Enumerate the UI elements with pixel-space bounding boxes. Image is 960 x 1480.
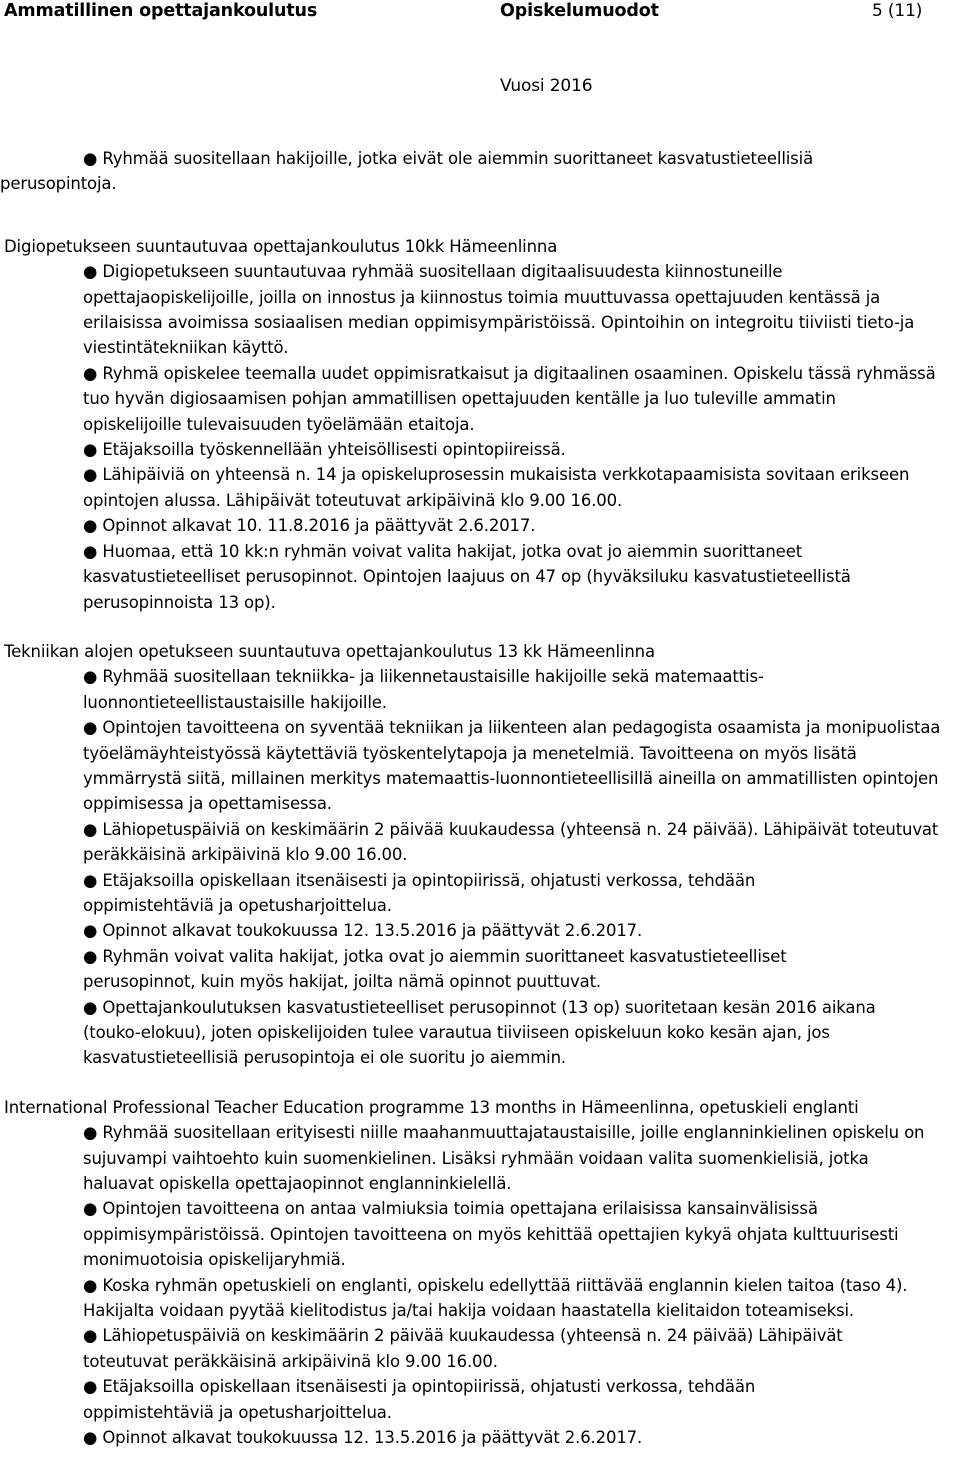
list-item: ● Opinnot alkavat toukokuussa 12. 13.5.2016 ja päättyvät 2.6.2017. (83, 1428, 643, 1448)
list-item: ● Lähiopetuspäiviä on keskimäärin 2 päivää kuukaudessa (yhteensä n. 24 päivää) Lähipäivät toteutuvat peräkkäisinä arkipäivinä klo 9.00 16.00. (83, 1326, 843, 1371)
bullet-list (0, 664, 960, 1071)
list-item: ● Opintojen tavoitteena on syventää tekniikan ja liikenteen alan pedagogista osaamista ja monipuolistaa työelämäyhteistyössä käytettäviä työskentelytapoja ja menetelmiä. Tavoitteena on myös lisätä ymmärrystä siitä, millainen merkitys matemaattis-luonnontieteellisillä aineilla on ammatillisten opintojen oppimisessa ja opettamisessa. (83, 718, 941, 814)
list-item: ● Etäjaksoilla työskennellään yhteisöllisesti opintopiireissä. (83, 440, 566, 460)
list-item: ● Opettajankoulutuksen kasvatustieteelliset perusopinnot (13 op) suoritetaan kesän 2016 aikana (touko-elokuu), joten opiskelijoiden tulee varautua tiiviiseen opiskeluun koko kesän ajan, jos kasvatustieteellisiä perusopintoja ei ole suoritu jo aiemmin. (83, 997, 876, 1068)
intro-line-1: ● Ryhmää suositellaan hakijoille, jotka eivät ole aiemmin suorittaneet kasvatustieteellisiä (83, 149, 814, 168)
intro-line-2: perusopintoja. (0, 174, 117, 194)
list-item: ● Opintojen tavoitteena on antaa valmiuksia toimia opettajana erilaisissa kansainvälisissä oppimisympäristöissä. Opintojen tavoitteena on myös kehittää opettajien kykyä ohjata kulttuurisesti monimuotoisia opiskelijaryhmiä. (83, 1199, 899, 1270)
bullet-list (0, 1120, 960, 1450)
section-heading: Tekniikan alojen opetukseen suuntautuva opettajankoulutus 13 kk Hämeenlinna (4, 641, 655, 661)
year-label: Vuosi 2016 (500, 76, 593, 96)
intro-list-item (0, 146, 960, 197)
page-number: 5 (11) (872, 1, 923, 21)
list-item: ● Ryhmä opiskelee teemalla uudet oppimisratkaisut ja digitaalinen osaaminen. Opiskelu tässä ryhmässä tuo hyvän digiosaamisen pohjan ammatillisen opettajuuden kentälle ja luo tuleville ammatin opiskelijoille tulevaisuuden työelämään etaitoja. (83, 363, 936, 434)
section-heading: Digiopetukseen suuntautuvaa opettajankoulutus 10kk Hämeenlinna (4, 236, 558, 256)
section-international (0, 1095, 960, 1451)
list-item: ● Digiopetukseen suuntautuvaa ryhmää suositellaan digitaalisuudesta kiinnostuneille opettajaopiskelijoille, joilla on innostus ja kiinnostus toimia muuttuvassa opettajuuden kentässä ja erilaisissa avoimissa sosiaalisen median oppimisympäristöissä. Opintoihin on integroitu tiiviisti tieto-ja viestintätekniikan käyttö. (83, 262, 915, 358)
list-item: ● Etäjaksoilla opiskellaan itsenäisesti ja opintopiirissä, ohjatusti verkossa, tehdään oppimistehtäviä ja opetusharjoittelua. (83, 1377, 756, 1422)
list-item: ● Lähiopetuspäiviä on keskimäärin 2 päivää kuukaudessa (yhteensä n. 24 päivää). Lähipäivät toteutuvat peräkkäisinä arkipäivinä klo 9.00 16.00. (83, 819, 939, 865)
list-item: ● Ryhmää suositellaan erityisesti niille maahanmuuttajataustaisille, joille englanninkielinen opiskelu on sujuvampi vaihtoehto kuin suomenkielinen. Lisäksi ryhmään voidaan valita suomenkielisiä, jotka haluavat opiskella opettajaopinnot englanninkielellä. (83, 1123, 925, 1194)
list-item: ● Lähipäiviä on yhteensä n. 14 ja opiskeluprosessin mukaisista verkkotapaamisista sovitaan erikseen opintojen alussa. Lähipäivät toteutuvat arkipäivinä klo 9.00 16.00. (83, 465, 910, 510)
list-item: ● Opinnot alkavat toukokuussa 12. 13.5.2016 ja päättyvät 2.6.2017. (83, 921, 643, 941)
list-item: ● Opinnot alkavat 10. 11.8.2016 ja päättyvät 2.6.2017. (83, 516, 536, 536)
section-title: Opiskelumuodot (500, 1, 659, 21)
list-item: ● Huomaa, että 10 kk:n ryhmän voivat valita hakijat, jotka ovat jo aiemmin suorittaneet kasvatustieteelliset perusopinnot. Opintojen laajuus on 47 op (hyväksiluku kasvatustieteellistä perusopinnoista 13 op). (83, 541, 851, 612)
document-body (0, 146, 960, 1451)
section-heading: International Professional Teacher Education programme 13 months in Hämeenlinna, opetuskieli englanti (4, 1097, 859, 1117)
section-digi (0, 234, 960, 615)
document-title: Ammatillinen opettajankoulutus (4, 1, 318, 21)
bullet-list (0, 259, 960, 615)
section-tekniikka (0, 639, 960, 1071)
list-item: ● Ryhmän voivat valita hakijat, jotka ovat jo aiemmin suorittaneet kasvatustieteelliset perusopinnot, kuin myös hakijat, joilta nämä opinnot puuttuvat. (83, 946, 787, 992)
list-item: ● Ryhmää suositellaan tekniikka- ja liikennetaustaisille hakijoille sekä matemaattis-luonnontieteellistaustaisille hakijoille. (83, 667, 764, 712)
list-item: ● Etäjaksoilla opiskellaan itsenäisesti ja opintopiirissä, ohjatusti verkossa, tehdään oppimistehtäviä ja opetusharjoittelua. (83, 870, 756, 915)
page-header (0, 0, 960, 26)
list-item: ● Koska ryhmän opetuskieli on englanti, opiskelu edellyttää riittävää englannin kielen taitoa (taso 4). Hakijalta voidaan pyytää kielitodistus ja/tai hakija voidaan haastatella kielitaidon toteamiseksi. (83, 1275, 908, 1321)
